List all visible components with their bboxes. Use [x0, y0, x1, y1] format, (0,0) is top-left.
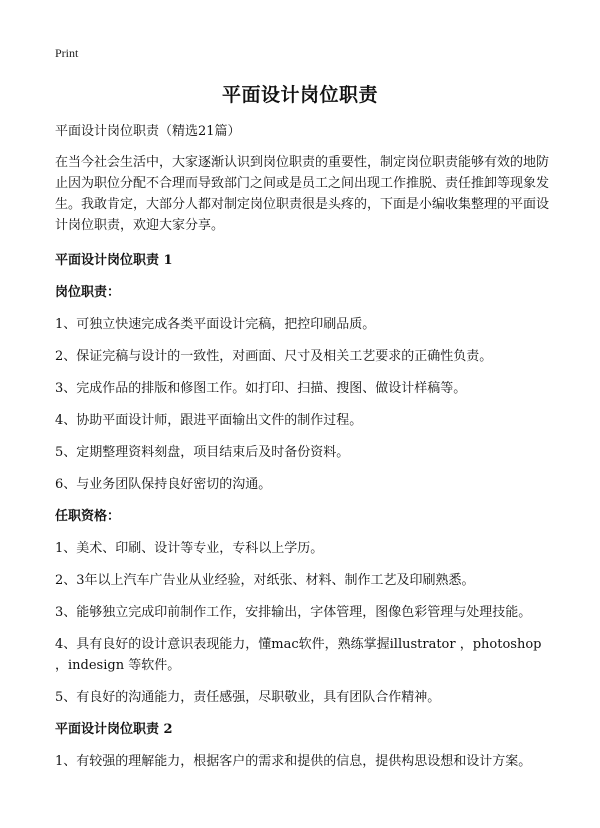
qualification-item: 4、具有良好的设计意识表现能力，懂mac软件，熟练掌握illustrator ，photoshop ，indesign 等软件。 — [55, 637, 542, 673]
qualification-item: 3、能够独立完成印前制作工作，安排输出，字体管理，图像色彩管理与处理技能。 — [55, 605, 532, 620]
duties-heading: 岗位职责： — [55, 285, 121, 300]
duty-item: 2、保证完稿与设计的一致性，对画面、尺寸及相关工艺要求的正确性负责。 — [55, 349, 493, 364]
section-heading-1: 平面设计岗位职责 1 — [55, 253, 173, 268]
duty-item: 5、定期整理资料刻盘，项目结束后及时备份资料。 — [55, 445, 350, 460]
qualification-item: 1、美术、印刷、设计等专业，专科以上学历。 — [55, 541, 324, 556]
section2-item: 1、有较强的理解能力，根据客户的需求和提供的信息，提供构思设想和设计方案。 — [55, 754, 532, 769]
duty-item: 3、完成作品的排版和修图工作。如打印、扫描、搜图、做设计样稿等。 — [55, 381, 467, 396]
intro-paragraph: 在当今社会生活中，大家逐渐认识到岗位职责的重要性，制定岗位职责能够有效的地防止因为职位分配不合理而导致部门之间或是员工之间出现工作推脱、责任推卸等现象发生。我敢肯定，大部分人都对制定岗位职责很是头疼的，下面是小编收集整理的平面设计岗位职责，欢迎大家分享。 — [55, 155, 550, 233]
qualification-item: 2、3年以上汽车广告业从业经验，对纸张、材料、制作工艺及印刷熟悉。 — [55, 573, 475, 588]
document-subtitle: 平面设计岗位职责（精选21篇） — [55, 124, 241, 139]
duty-item: 6、与业务团队保持良好密切的沟通。 — [55, 477, 272, 492]
document-body — [55, 121, 550, 783]
page-title: 平面设计岗位职责 — [221, 84, 378, 106]
duty-item: 1、可独立快速完成各类平面设计完稿，把控印刷品质。 — [55, 317, 376, 332]
qualifications-heading: 任职资格： — [55, 509, 121, 524]
section-heading-2: 平面设计岗位职责 2 — [55, 722, 173, 737]
qualification-item: 5、有良好的沟通能力，责任感强，尽职敬业，具有团队合作精神。 — [55, 690, 441, 705]
print-link[interactable]: Print — [55, 46, 79, 60]
duty-item: 4、协助平面设计师，跟进平面输出文件的制作过程。 — [55, 413, 363, 428]
